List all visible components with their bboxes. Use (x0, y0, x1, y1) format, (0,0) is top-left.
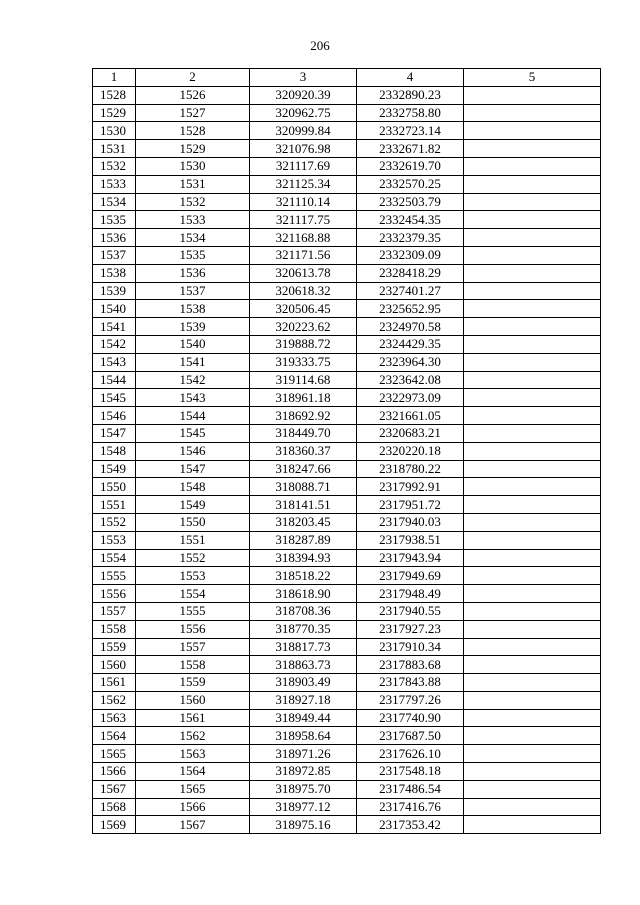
cell-note (464, 531, 601, 549)
table-row (93, 389, 601, 407)
cell-coordinate-x: 318287.89 (250, 531, 357, 549)
cell-coordinate-y: 2317943.94 (357, 549, 464, 567)
cell-note (464, 86, 601, 104)
cell-note (464, 407, 601, 425)
cell-coordinate-x: 318961.18 (250, 389, 357, 407)
column-header-1: 1 (93, 69, 136, 87)
table-row (93, 620, 601, 638)
cell-point-number: 1562 (93, 691, 136, 709)
cell-reference-number: 1547 (136, 460, 250, 478)
cell-reference-number: 1565 (136, 780, 250, 798)
table-row (93, 745, 601, 763)
cell-coordinate-x: 321117.69 (250, 157, 357, 175)
cell-reference-number: 1533 (136, 211, 250, 229)
cell-coordinate-x: 318817.73 (250, 638, 357, 656)
table-row (93, 549, 601, 567)
cell-coordinate-y: 2317992.91 (357, 478, 464, 496)
cell-coordinate-y: 2332379.35 (357, 229, 464, 247)
table-row (93, 602, 601, 620)
cell-coordinate-y: 2320220.18 (357, 442, 464, 460)
cell-note (464, 442, 601, 460)
cell-note (464, 371, 601, 389)
cell-coordinate-y: 2317416.76 (357, 798, 464, 816)
cell-note (464, 513, 601, 531)
cell-coordinate-x: 318977.12 (250, 798, 357, 816)
cell-coordinate-x: 320999.84 (250, 122, 357, 140)
cell-coordinate-x: 320506.45 (250, 300, 357, 318)
cell-note (464, 460, 601, 478)
cell-coordinate-y: 2332723.14 (357, 122, 464, 140)
cell-coordinate-x: 318770.35 (250, 620, 357, 638)
cell-reference-number: 1527 (136, 104, 250, 122)
cell-coordinate-x: 318971.26 (250, 745, 357, 763)
cell-note (464, 674, 601, 692)
cell-reference-number: 1529 (136, 140, 250, 158)
cell-point-number: 1557 (93, 602, 136, 620)
cell-note (464, 478, 601, 496)
cell-reference-number: 1563 (136, 745, 250, 763)
cell-reference-number: 1558 (136, 656, 250, 674)
cell-reference-number: 1546 (136, 442, 250, 460)
table-row (93, 424, 601, 442)
cell-coordinate-y: 2324429.35 (357, 335, 464, 353)
table-row (93, 709, 601, 727)
table-row (93, 282, 601, 300)
cell-point-number: 1541 (93, 318, 136, 336)
cell-note (464, 496, 601, 514)
cell-coordinate-y: 2317951.72 (357, 496, 464, 514)
cell-note (464, 620, 601, 638)
table-row (93, 300, 601, 318)
cell-coordinate-y: 2332454.35 (357, 211, 464, 229)
cell-coordinate-x: 320613.78 (250, 264, 357, 282)
cell-reference-number: 1539 (136, 318, 250, 336)
table-row (93, 513, 601, 531)
cell-coordinate-y: 2317843.88 (357, 674, 464, 692)
cell-note (464, 745, 601, 763)
cell-note (464, 193, 601, 211)
table-row (93, 442, 601, 460)
table-row (93, 335, 601, 353)
table-row (93, 246, 601, 264)
cell-point-number: 1545 (93, 389, 136, 407)
cell-note (464, 229, 601, 247)
cell-reference-number: 1557 (136, 638, 250, 656)
table-row (93, 104, 601, 122)
cell-note (464, 780, 601, 798)
cell-reference-number: 1531 (136, 175, 250, 193)
cell-point-number: 1568 (93, 798, 136, 816)
cell-reference-number: 1552 (136, 549, 250, 567)
table-row (93, 353, 601, 371)
table-row (93, 264, 601, 282)
cell-note (464, 175, 601, 193)
cell-point-number: 1565 (93, 745, 136, 763)
cell-note (464, 691, 601, 709)
cell-coordinate-x: 318949.44 (250, 709, 357, 727)
cell-coordinate-y: 2318780.22 (357, 460, 464, 478)
cell-coordinate-y: 2317938.51 (357, 531, 464, 549)
cell-note (464, 282, 601, 300)
table-row (93, 567, 601, 585)
cell-point-number: 1540 (93, 300, 136, 318)
table-row (93, 229, 601, 247)
cell-reference-number: 1566 (136, 798, 250, 816)
cell-note (464, 157, 601, 175)
cell-note (464, 798, 601, 816)
column-header-2: 2 (136, 69, 250, 87)
table-header (93, 69, 601, 87)
cell-note (464, 709, 601, 727)
cell-coordinate-x: 321110.14 (250, 193, 357, 211)
cell-reference-number: 1564 (136, 763, 250, 781)
table-row (93, 122, 601, 140)
cell-note (464, 602, 601, 620)
cell-reference-number: 1556 (136, 620, 250, 638)
cell-point-number: 1556 (93, 585, 136, 603)
cell-coordinate-y: 2321661.05 (357, 407, 464, 425)
cell-coordinate-x: 319888.72 (250, 335, 357, 353)
cell-reference-number: 1550 (136, 513, 250, 531)
cell-coordinate-y: 2317910.34 (357, 638, 464, 656)
cell-coordinate-y: 2325652.95 (357, 300, 464, 318)
table-row (93, 157, 601, 175)
cell-reference-number: 1528 (136, 122, 250, 140)
cell-reference-number: 1535 (136, 246, 250, 264)
cell-point-number: 1529 (93, 104, 136, 122)
cell-coordinate-y: 2332758.80 (357, 104, 464, 122)
header-row (93, 69, 601, 87)
cell-note (464, 264, 601, 282)
cell-point-number: 1539 (93, 282, 136, 300)
cell-coordinate-x: 320920.39 (250, 86, 357, 104)
cell-coordinate-y: 2317626.10 (357, 745, 464, 763)
cell-note (464, 638, 601, 656)
coordinates-table (92, 68, 601, 834)
cell-coordinate-x: 320962.75 (250, 104, 357, 122)
cell-reference-number: 1526 (136, 86, 250, 104)
table-row (93, 691, 601, 709)
cell-point-number: 1528 (93, 86, 136, 104)
cell-reference-number: 1530 (136, 157, 250, 175)
cell-point-number: 1548 (93, 442, 136, 460)
cell-point-number: 1543 (93, 353, 136, 371)
cell-coordinate-y: 2332570.25 (357, 175, 464, 193)
cell-point-number: 1555 (93, 567, 136, 585)
cell-coordinate-y: 2317797.26 (357, 691, 464, 709)
cell-point-number: 1534 (93, 193, 136, 211)
cell-coordinate-y: 2317548.18 (357, 763, 464, 781)
cell-point-number: 1553 (93, 531, 136, 549)
cell-coordinate-x: 319333.75 (250, 353, 357, 371)
cell-point-number: 1544 (93, 371, 136, 389)
cell-reference-number: 1555 (136, 602, 250, 620)
table-row (93, 86, 601, 104)
cell-point-number: 1567 (93, 780, 136, 798)
cell-note (464, 585, 601, 603)
cell-coordinate-x: 321171.56 (250, 246, 357, 264)
table-row (93, 816, 601, 834)
cell-coordinate-y: 2332619.70 (357, 157, 464, 175)
table-row (93, 656, 601, 674)
cell-coordinate-x: 318975.70 (250, 780, 357, 798)
cell-reference-number: 1542 (136, 371, 250, 389)
cell-reference-number: 1543 (136, 389, 250, 407)
cell-note (464, 140, 601, 158)
cell-coordinate-y: 2332309.09 (357, 246, 464, 264)
cell-point-number: 1566 (93, 763, 136, 781)
cell-reference-number: 1548 (136, 478, 250, 496)
cell-reference-number: 1534 (136, 229, 250, 247)
table-row (93, 211, 601, 229)
cell-coordinate-x: 318708.36 (250, 602, 357, 620)
cell-reference-number: 1540 (136, 335, 250, 353)
cell-coordinate-x: 318975.16 (250, 816, 357, 834)
cell-reference-number: 1562 (136, 727, 250, 745)
cell-coordinate-y: 2317948.49 (357, 585, 464, 603)
cell-coordinate-y: 2317740.90 (357, 709, 464, 727)
cell-reference-number: 1541 (136, 353, 250, 371)
cell-note (464, 549, 601, 567)
cell-coordinate-x: 318203.45 (250, 513, 357, 531)
table-row (93, 674, 601, 692)
table-row (93, 318, 601, 336)
cell-point-number: 1531 (93, 140, 136, 158)
cell-note (464, 656, 601, 674)
cell-note (464, 122, 601, 140)
cell-coordinate-y: 2332671.82 (357, 140, 464, 158)
cell-reference-number: 1553 (136, 567, 250, 585)
cell-note (464, 424, 601, 442)
cell-coordinate-x: 319114.68 (250, 371, 357, 389)
cell-reference-number: 1545 (136, 424, 250, 442)
table-row (93, 780, 601, 798)
cell-note (464, 389, 601, 407)
table-row (93, 585, 601, 603)
cell-coordinate-x: 318394.93 (250, 549, 357, 567)
cell-reference-number: 1554 (136, 585, 250, 603)
cell-coordinate-x: 318927.18 (250, 691, 357, 709)
table-body (93, 86, 601, 833)
cell-point-number: 1569 (93, 816, 136, 834)
cell-note (464, 300, 601, 318)
cell-reference-number: 1551 (136, 531, 250, 549)
cell-coordinate-y: 2317883.68 (357, 656, 464, 674)
cell-point-number: 1533 (93, 175, 136, 193)
cell-coordinate-x: 318618.90 (250, 585, 357, 603)
table-row (93, 460, 601, 478)
cell-coordinate-y: 2317940.03 (357, 513, 464, 531)
cell-note (464, 104, 601, 122)
cell-point-number: 1538 (93, 264, 136, 282)
cell-point-number: 1549 (93, 460, 136, 478)
cell-note (464, 211, 601, 229)
cell-coordinate-y: 2324970.58 (357, 318, 464, 336)
cell-reference-number: 1560 (136, 691, 250, 709)
table-row (93, 478, 601, 496)
cell-coordinate-x: 318247.66 (250, 460, 357, 478)
cell-coordinate-y: 2327401.27 (357, 282, 464, 300)
cell-point-number: 1552 (93, 513, 136, 531)
table-row (93, 638, 601, 656)
cell-coordinate-y: 2332503.79 (357, 193, 464, 211)
cell-coordinate-y: 2332890.23 (357, 86, 464, 104)
cell-coordinate-x: 320618.32 (250, 282, 357, 300)
cell-coordinate-x: 318903.49 (250, 674, 357, 692)
cell-note (464, 763, 601, 781)
cell-point-number: 1561 (93, 674, 136, 692)
cell-reference-number: 1537 (136, 282, 250, 300)
cell-coordinate-y: 2317949.69 (357, 567, 464, 585)
cell-point-number: 1535 (93, 211, 136, 229)
cell-point-number: 1554 (93, 549, 136, 567)
cell-point-number: 1530 (93, 122, 136, 140)
cell-point-number: 1564 (93, 727, 136, 745)
cell-point-number: 1550 (93, 478, 136, 496)
column-header-5: 5 (464, 69, 601, 87)
cell-note (464, 567, 601, 585)
cell-point-number: 1558 (93, 620, 136, 638)
cell-coordinate-y: 2322973.09 (357, 389, 464, 407)
cell-coordinate-y: 2317940.55 (357, 602, 464, 620)
cell-coordinate-y: 2317486.54 (357, 780, 464, 798)
cell-coordinate-y: 2317687.50 (357, 727, 464, 745)
cell-reference-number: 1549 (136, 496, 250, 514)
cell-coordinate-y: 2323964.30 (357, 353, 464, 371)
cell-coordinate-y: 2328418.29 (357, 264, 464, 282)
table-row (93, 140, 601, 158)
cell-point-number: 1546 (93, 407, 136, 425)
cell-coordinate-x: 318692.92 (250, 407, 357, 425)
table-row (93, 407, 601, 425)
cell-coordinate-x: 318958.64 (250, 727, 357, 745)
table-row (93, 798, 601, 816)
cell-coordinate-x: 318088.71 (250, 478, 357, 496)
cell-point-number: 1547 (93, 424, 136, 442)
cell-point-number: 1551 (93, 496, 136, 514)
cell-coordinate-y: 2320683.21 (357, 424, 464, 442)
cell-reference-number: 1559 (136, 674, 250, 692)
cell-point-number: 1563 (93, 709, 136, 727)
cell-reference-number: 1532 (136, 193, 250, 211)
cell-note (464, 353, 601, 371)
cell-coordinate-x: 318360.37 (250, 442, 357, 460)
cell-coordinate-y: 2323642.08 (357, 371, 464, 389)
cell-reference-number: 1538 (136, 300, 250, 318)
table-row (93, 531, 601, 549)
table-row (93, 371, 601, 389)
cell-point-number: 1560 (93, 656, 136, 674)
cell-note (464, 318, 601, 336)
cell-point-number: 1532 (93, 157, 136, 175)
cell-reference-number: 1561 (136, 709, 250, 727)
cell-coordinate-x: 321076.98 (250, 140, 357, 158)
cell-note (464, 246, 601, 264)
cell-coordinate-x: 320223.62 (250, 318, 357, 336)
cell-point-number: 1542 (93, 335, 136, 353)
cell-coordinate-x: 321117.75 (250, 211, 357, 229)
cell-note (464, 335, 601, 353)
cell-reference-number: 1567 (136, 816, 250, 834)
cell-coordinate-x: 318449.70 (250, 424, 357, 442)
cell-coordinate-x: 318141.51 (250, 496, 357, 514)
column-header-4: 4 (357, 69, 464, 87)
cell-note (464, 727, 601, 745)
table-row (93, 193, 601, 211)
cell-coordinate-x: 318972.85 (250, 763, 357, 781)
cell-reference-number: 1536 (136, 264, 250, 282)
cell-point-number: 1537 (93, 246, 136, 264)
table-row (93, 175, 601, 193)
cell-coordinate-x: 321168.88 (250, 229, 357, 247)
table-row (93, 763, 601, 781)
cell-note (464, 816, 601, 834)
column-header-3: 3 (250, 69, 357, 87)
page-number: 206 (310, 38, 330, 53)
cell-point-number: 1536 (93, 229, 136, 247)
cell-coordinate-x: 318518.22 (250, 567, 357, 585)
cell-coordinate-x: 318863.73 (250, 656, 357, 674)
cell-coordinate-y: 2317353.42 (357, 816, 464, 834)
cell-point-number: 1559 (93, 638, 136, 656)
table-row (93, 496, 601, 514)
cell-coordinate-y: 2317927.23 (357, 620, 464, 638)
cell-reference-number: 1544 (136, 407, 250, 425)
cell-coordinate-x: 321125.34 (250, 175, 357, 193)
table-row (93, 727, 601, 745)
